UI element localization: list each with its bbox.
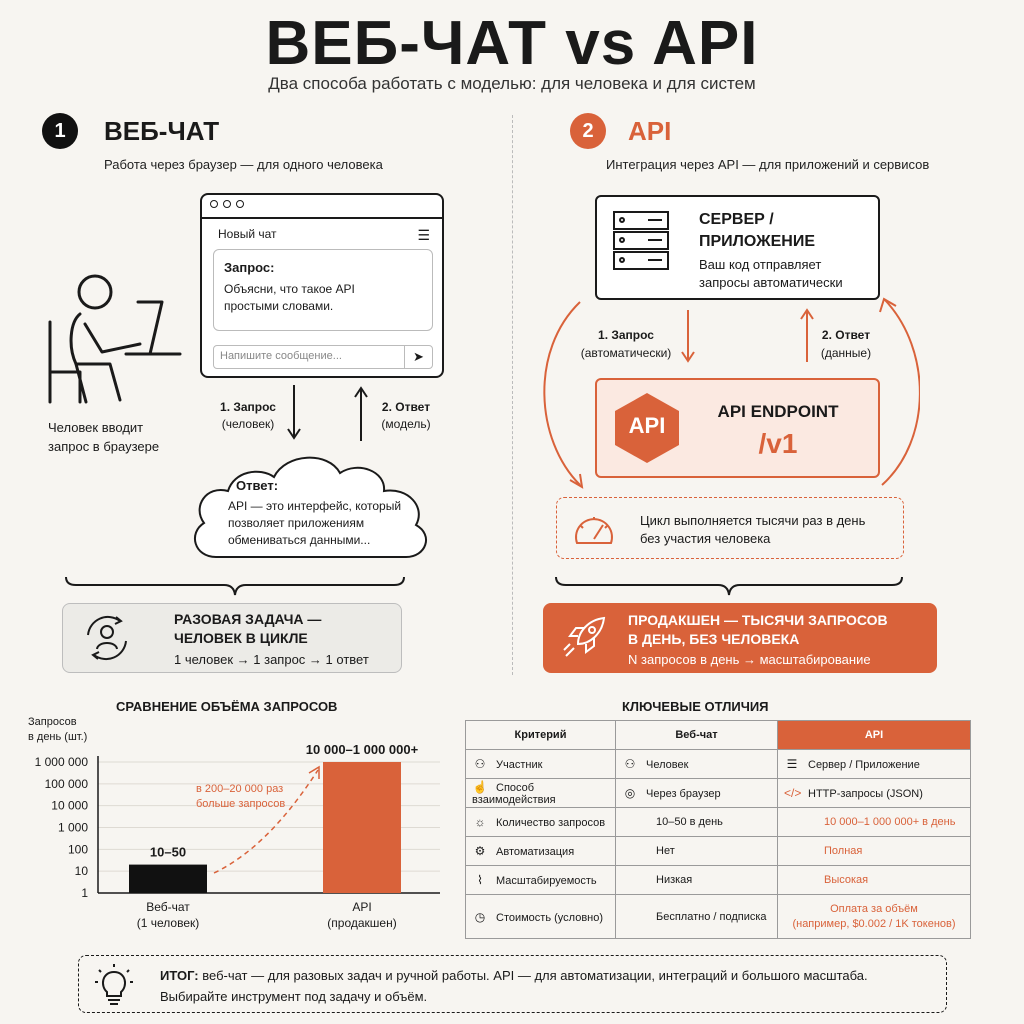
request-label: Запрос: bbox=[224, 260, 275, 275]
left-request-sub: (человек) bbox=[221, 417, 275, 431]
chart-annotation: больше запросов bbox=[196, 798, 286, 810]
row-api: Сервер / Приложение bbox=[808, 759, 920, 771]
row-criterion: Участник bbox=[496, 759, 543, 771]
chart-ylabel-2: в день (шт.) bbox=[28, 731, 88, 743]
row-api: Высокая bbox=[824, 874, 869, 886]
row-criterion: Способ взаимодействия bbox=[472, 782, 556, 806]
request-volume-chart bbox=[0, 740, 460, 940]
cloud-text-2: позволяет приложениям bbox=[228, 516, 365, 530]
footer-line-1 bbox=[160, 968, 868, 983]
table-header-criterion: Критерий bbox=[466, 721, 616, 750]
section-divider bbox=[512, 115, 513, 675]
server-icon: ☰ bbox=[786, 757, 798, 771]
row-criterion: Масштабируемость bbox=[496, 875, 597, 887]
chart-value-label: 10–50 bbox=[149, 844, 187, 860]
table-row bbox=[466, 808, 971, 837]
chart-y-tick-label: 100 000 bbox=[44, 776, 88, 791]
chart-y-tick-label: 1 bbox=[81, 886, 88, 900]
webchat-subtitle: Работа через браузер — для одного человека bbox=[104, 157, 383, 172]
row-webchat: Нет bbox=[656, 845, 675, 857]
webchat-summary-text: 1 человек → 1 запрос → 1 ответ bbox=[174, 652, 369, 667]
table-row bbox=[466, 750, 971, 779]
right-brace bbox=[554, 575, 904, 597]
cloud-text-1: API — это интерфейс, который bbox=[228, 499, 402, 513]
chart-x-tick-label: Веб-чат bbox=[146, 900, 190, 914]
window-dot-icon bbox=[210, 200, 218, 208]
menu-icon[interactable]: ☰ bbox=[417, 227, 430, 243]
cloud-text-3: обмениваться данными... bbox=[228, 533, 371, 547]
left-brace bbox=[64, 575, 406, 597]
api-summary-title-2: В ДЕНЬ, БЕЗ ЧЕЛОВЕКА bbox=[628, 631, 800, 647]
table-row bbox=[466, 837, 971, 866]
row-webchat: Низкая bbox=[656, 874, 693, 886]
code-icon: </> bbox=[784, 786, 802, 800]
webchat-summary-title-1: РАЗОВАЯ ЗАДАЧА — bbox=[174, 611, 322, 627]
chart-y-tick-label: 100 bbox=[67, 842, 88, 857]
table-row bbox=[466, 866, 971, 895]
table-row bbox=[466, 779, 971, 808]
row-api: 10 000–1 000 000+ в день bbox=[824, 816, 956, 828]
row-webchat: Человек bbox=[646, 759, 689, 771]
window-dot-icon bbox=[236, 200, 244, 208]
api-badge-text: API bbox=[628, 413, 666, 438]
server-title-2: ПРИЛОЖЕНИЕ bbox=[699, 233, 815, 250]
gear-icon: ⚙ bbox=[474, 844, 486, 858]
row-webchat: 10–50 в день bbox=[656, 816, 723, 828]
gear-icon: ☼ bbox=[474, 815, 486, 829]
cycle-text-1: Цикл выполняется тысячи раз в день bbox=[640, 513, 866, 528]
send-icon[interactable]: ➤ bbox=[404, 346, 432, 368]
right-request-label: 1. Запрос bbox=[598, 328, 654, 342]
api-summary-title-1: ПРОДАКШЕН — ТЫСЯЧИ ЗАПРОСОВ bbox=[628, 612, 888, 628]
rocket-icon bbox=[560, 612, 610, 662]
footer-label: ИТОГ: bbox=[160, 968, 199, 983]
left-answer-label: 2. Ответ bbox=[381, 400, 431, 414]
api-title: API bbox=[628, 116, 672, 146]
webchat-title: ВЕБ-ЧАТ bbox=[104, 116, 220, 146]
table-row bbox=[466, 895, 971, 939]
endpoint-title: API ENDPOINT bbox=[717, 402, 839, 421]
chart-y-tick-label: 1 000 000 bbox=[34, 755, 88, 769]
endpoint-path: /v1 bbox=[758, 428, 798, 459]
cloud-label: Ответ: bbox=[236, 478, 279, 493]
webchat-summary-title-2: ЧЕЛОВЕК В ЦИКЛЕ bbox=[174, 630, 308, 646]
chart-x-tick-label: (1 человек) bbox=[136, 916, 200, 930]
request-down-arrow-icon bbox=[286, 385, 302, 441]
row-api-2: (например, $0.002 / 1K токенов) bbox=[792, 917, 956, 930]
right-answer-sub: (данные) bbox=[820, 346, 872, 360]
table-header-row bbox=[466, 721, 971, 750]
person-at-laptop-icon bbox=[40, 262, 190, 412]
row-criterion: Количество запросов bbox=[496, 817, 606, 829]
table-header-api: API bbox=[778, 721, 971, 750]
chart-annotation: в 200–20 000 раз bbox=[196, 783, 284, 795]
row-criterion: Автоматизация bbox=[496, 846, 575, 858]
chart-y-tick-label: 1 000 bbox=[57, 820, 88, 835]
message-input-placeholder: Напишите сообщение... bbox=[220, 350, 342, 362]
row-api: Оплата за объём bbox=[830, 902, 918, 915]
globe-icon: ◎ bbox=[624, 786, 636, 800]
person-icon: ⚇ bbox=[624, 757, 636, 771]
right-answer-label: 2. Ответ bbox=[821, 328, 871, 342]
chart-y-tick-label: 10 bbox=[74, 864, 88, 879]
speedometer-icon bbox=[571, 509, 617, 549]
chart-bar bbox=[129, 865, 207, 893]
comparison-table bbox=[465, 720, 971, 939]
request-text-1: Объясни, что такое API bbox=[224, 282, 355, 296]
summary-footer bbox=[78, 955, 947, 1013]
person-icon: ⚇ bbox=[474, 757, 486, 771]
chat-tab-title[interactable]: Новый чат bbox=[218, 227, 277, 241]
lightbulb-icon bbox=[94, 962, 134, 1006]
row-webchat: Бесплатно / подписка bbox=[656, 910, 767, 923]
server-text-2: запросы автоматически bbox=[699, 275, 843, 290]
request-box bbox=[213, 249, 433, 331]
person-cycle-icon bbox=[80, 613, 134, 663]
chart-y-tick-label: 10 000 bbox=[51, 798, 88, 813]
server-icon bbox=[612, 210, 670, 272]
api-summary-text: N запросов в день → масштабирование bbox=[628, 652, 871, 667]
row-api: Полная bbox=[824, 845, 863, 857]
server-text-1: Ваш код отправляет bbox=[699, 257, 822, 272]
cycle-text-2: без участия человека bbox=[640, 531, 771, 546]
chart-x-tick-label: (продакшен) bbox=[327, 916, 397, 930]
row-api: HTTP-запросы (JSON) bbox=[808, 788, 923, 800]
person-caption-2: запрос в браузере bbox=[48, 439, 160, 454]
table-title: КЛЮЧЕВЫЕ ОТЛИЧИЯ bbox=[622, 699, 769, 714]
chart-ylabel-1: Запросов bbox=[28, 716, 77, 728]
browser-window bbox=[200, 193, 444, 378]
footer-text-2: Выбирайте инструмент под задачу и объём. bbox=[160, 989, 428, 1004]
clock-icon: ◷ bbox=[474, 909, 486, 924]
chart-value-label: 10 000–1 000 000+ bbox=[305, 742, 419, 757]
step-number-2: 2 bbox=[570, 113, 606, 149]
comparison-table-wrap bbox=[465, 720, 971, 939]
footer-text-1: веб-чат — для разовых задач и ручной работы. API — для автоматизации, интеграций и большого масштаба. bbox=[198, 968, 868, 983]
window-dot-icon bbox=[223, 200, 231, 208]
step-number-1: 1 bbox=[42, 113, 78, 149]
message-input[interactable] bbox=[213, 345, 433, 369]
person-caption-1: Человек вводит bbox=[48, 420, 144, 435]
browser-titlebar bbox=[202, 195, 442, 219]
api-subtitle: Интеграция через API — для приложений и сервисов bbox=[606, 157, 930, 172]
left-request-label: 1. Запрос bbox=[220, 400, 276, 414]
server-title-1: СЕРВЕР / bbox=[699, 211, 774, 228]
chart-title: СРАВНЕНИЕ ОБЪЁМА ЗАПРОСОВ bbox=[116, 699, 338, 714]
hand-icon: ☝ bbox=[472, 780, 488, 794]
table-header-webchat: Веб-чат bbox=[616, 721, 778, 750]
chart-icon: ⌇ bbox=[477, 873, 483, 887]
request-text-2: простыми словами. bbox=[224, 299, 334, 313]
row-webchat: Через браузер bbox=[646, 788, 721, 800]
row-criterion: Стоимость (условно) bbox=[496, 911, 604, 924]
chart-bar bbox=[323, 762, 401, 893]
page-subtitle: Два способа работать с моделью: для человека и для систем bbox=[268, 74, 756, 93]
right-request-sub: (автоматически) bbox=[580, 346, 672, 360]
page-title: ВЕБ-ЧАТ vs API bbox=[265, 9, 759, 78]
chart-x-tick-label: API bbox=[352, 900, 372, 914]
left-answer-sub: (модель) bbox=[381, 417, 431, 431]
